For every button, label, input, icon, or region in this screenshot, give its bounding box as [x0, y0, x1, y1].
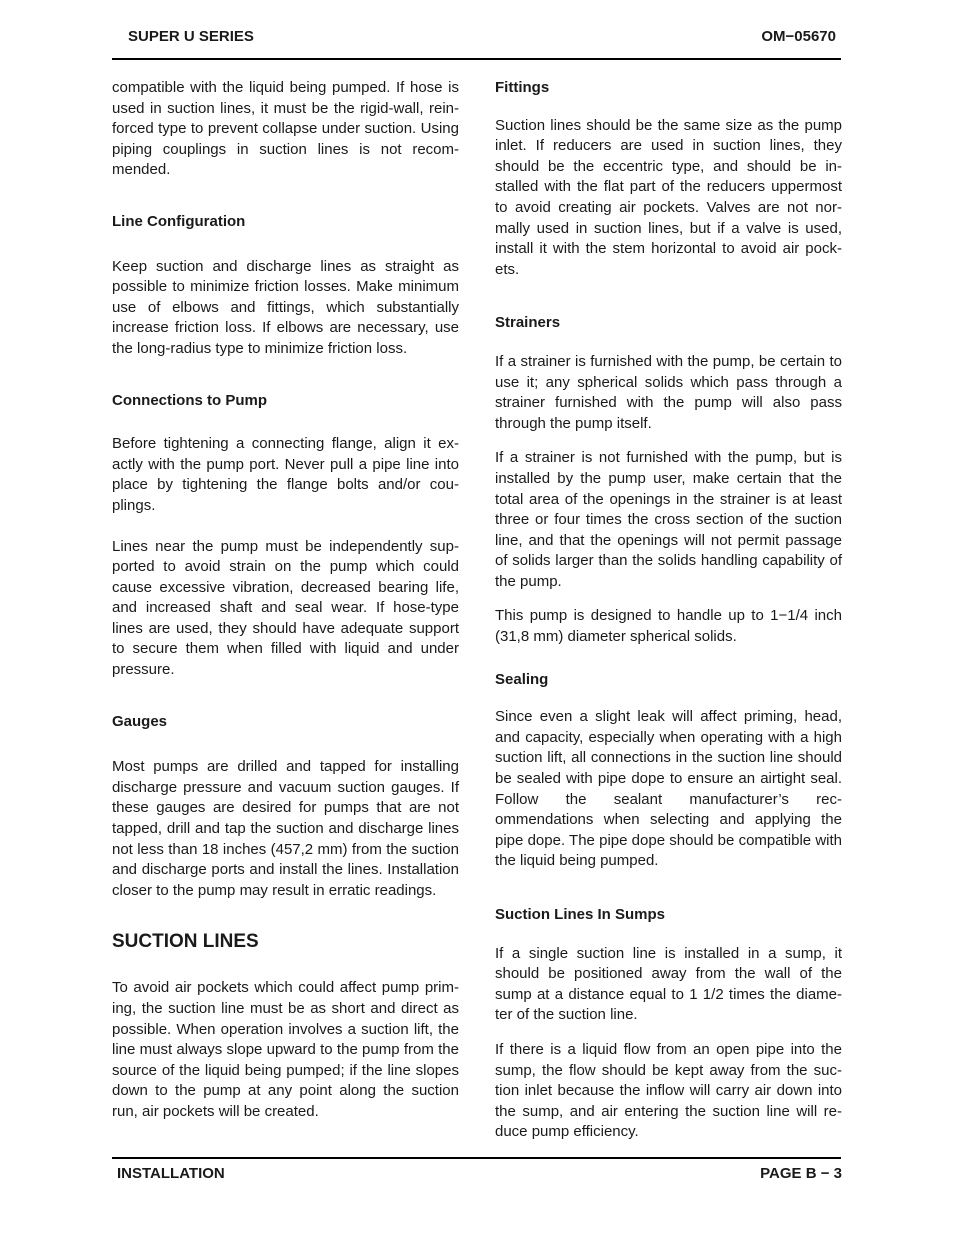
paragraph-sumps-2: If there is a liquid flow from an open pipe into the sump, the flow should be kept away from the suction inlet because the inflow will carry air down into the sump, and air entering the suction line will reduce pump efficiency. [495, 1040, 842, 1141]
heading-suction-lines: SUCTION LINES [112, 931, 259, 953]
paragraph-strainers-1: If a strainer is furnished with the pump, be certain to use it; any spherical solids which pass through a strainer furnished with the pump will also pass through the pump itself. [495, 352, 842, 432]
paragraph-connections-2: Lines near the pump must be independently supported to avoid strain on the pump which could cause excessive vibration, decreased bearing life, and increased shaft and seal wear. If hose-type lines are used, they should have adequate support to secure them when filled with liquid and under pressure. [112, 537, 459, 679]
heading-strainers: Strainers [495, 314, 561, 332]
right-column [495, 78, 842, 1143]
paragraph-strainers-3: This pump is designed to handle up to 1−1/4 inch (31,8 mm) diameter spherical solids. [495, 607, 842, 646]
paragraph-fittings: Suction lines should be the same size as the pump inlet. If reducers are used in suction lines, they should be the eccentric type, and should be installed with the flat part of the reducers uppermost to avoid creating air pockets. Valves are not normally used in suction lines, but if a valve is used, install it with the stem horizontal to avoid air pockets. [495, 116, 842, 278]
footer-section-name: INSTALLATION [117, 1165, 225, 1182]
paragraph-suction-lines: To avoid air pockets which could affect pump priming, the suction line must be as short and direct as possible. When operation involves a suction lift, the line must always slope upward to the pump from the source of the liquid being pumped; if the line slopes down to the pump at any point along the suction run, air pockets will be created. [112, 979, 459, 1120]
footer-rule [112, 1157, 841, 1159]
heading-fittings: Fittings [495, 79, 550, 96]
header-doc-number: OM−05670 [761, 28, 836, 45]
heading-sealing: Sealing [495, 670, 549, 688]
heading-connections-to-pump: Connections to Pump [112, 391, 267, 409]
header-rule [112, 58, 841, 60]
footer-page-number: PAGE B − 3 [760, 1165, 842, 1182]
left-column [112, 78, 459, 1123]
heading-gauges: Gauges [112, 712, 168, 730]
paragraph-line-configuration: Keep suction and discharge lines as straight as possible to minimize friction losses. Make minimum use of elbows and fittings, which substantially increase friction loss. If elbows are necessary, use the long-radius type to minimize friction loss. [112, 257, 459, 357]
header-series-title: SUPER U SERIES [128, 28, 254, 45]
continued-paragraph: compatible with the liquid being pumped. If hose is used in suction lines, it must be the rigid-wall, reinforced type to prevent collapse under suction. Using piping couplings in suction lines is not recommended. [112, 79, 459, 179]
paragraph-sumps-1: If a single suction line is installed in a sump, it should be positioned away from the wall of the sump at a distance equal to 1 1/2 times the diameter of the suction line. [495, 944, 842, 1024]
paragraph-gauges: Most pumps are drilled and tapped for installing discharge pressure and vacuum suction gauges. If these gauges are desired for pumps that are not tapped, drill and tap the suction and discharge lines not less than 18 inches (457,2 mm) from the suction and discharge ports and install the lines. Installation closer to the pump may result in erratic readings. [112, 758, 459, 899]
paragraph-strainers-2: If a strainer is not furnished with the pump, but is installed by the pump user, make certain that the total area of the openings in the strainer is at least three or four times the cross section of the suction line, and that the openings will not permit passage of solids larger than the solids handling capability of the pump. [495, 449, 842, 590]
heading-line-configuration: Line Configuration [112, 212, 246, 230]
heading-suction-lines-in-sumps: Suction Lines In Sumps [495, 906, 666, 923]
paragraph-connections-1: Before tightening a connecting flange, align it exactly with the pump port. Never pull a pipe line into place by tightening the flange bolts and/or couplings. [112, 435, 459, 514]
paragraph-sealing: Since even a slight leak will affect priming, head, and capacity, especially when operating with a high suction lift, all connections in the suction line should be sealed with pipe dope to ensure an airtight seal. Follow the sealant manufacturer’s recommendations when selecting and applying the pipe dope. The pipe dope should be compatible with the liquid being pumped. [495, 708, 842, 870]
